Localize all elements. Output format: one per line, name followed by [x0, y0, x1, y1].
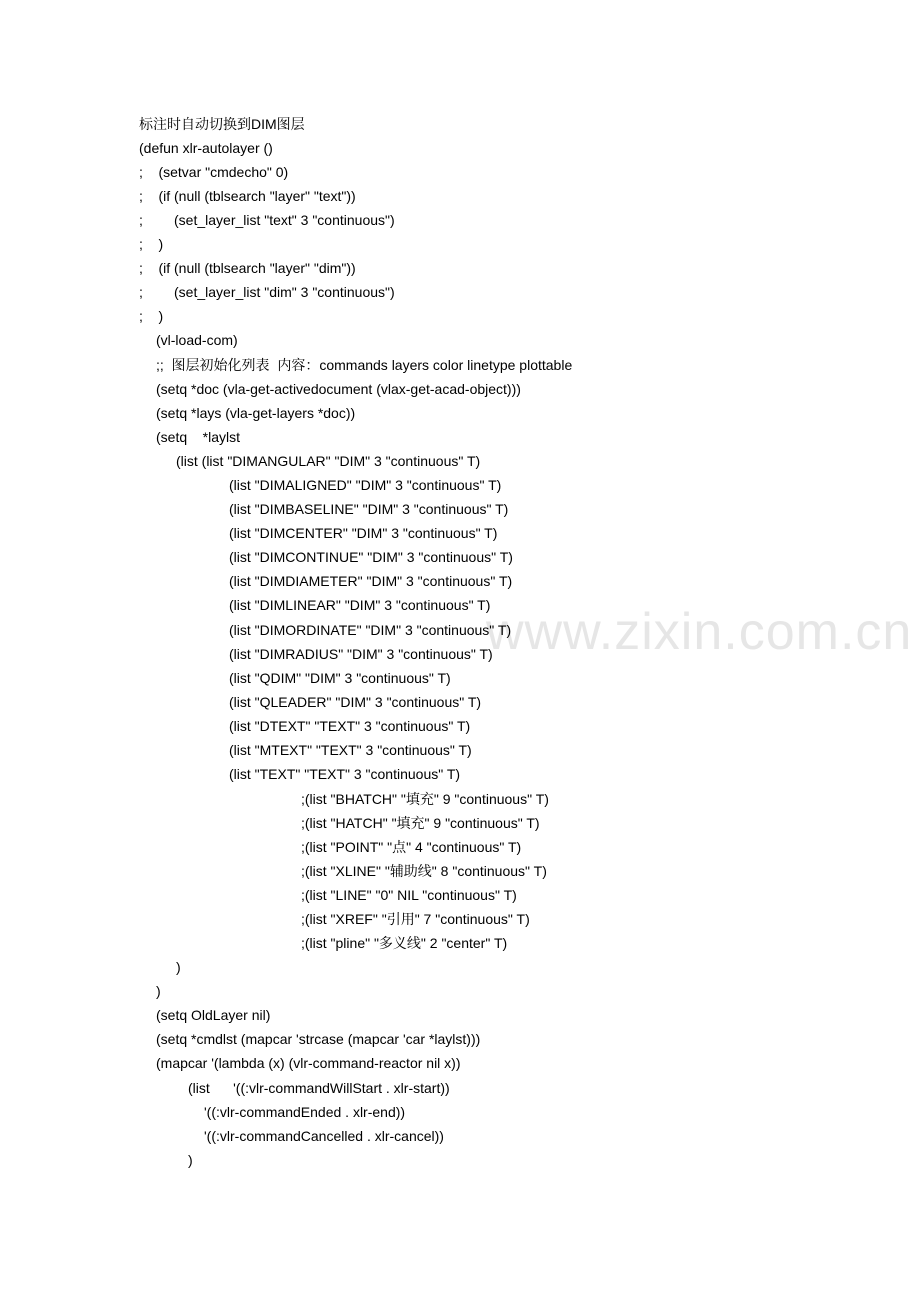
code-line: (list (list "DIMANGULAR" "DIM" 3 "continuous" T): [176, 453, 481, 469]
code-line: (vl-load-com): [156, 332, 238, 348]
code-line: (defun xlr-autolayer (): [139, 140, 273, 156]
code-line: (setq *lays (vla-get-layers *doc)): [156, 405, 356, 421]
code-line: (list "QDIM" "DIM" 3 "continuous" T): [229, 670, 451, 686]
code-line: (list "DIMORDINATE" "DIM" 3 "continuous" T): [229, 622, 512, 638]
code-line: ; (setvar "cmdecho" 0): [139, 164, 289, 180]
code-line: ): [188, 1152, 193, 1168]
code-line: ; ): [139, 236, 164, 252]
code-line: (list "QLEADER" "DIM" 3 "continuous" T): [229, 694, 482, 710]
code-line: ): [156, 983, 161, 999]
code-line: (list "DIMRADIUS" "DIM" 3 "continuous" T): [229, 646, 493, 662]
code-line: ; (if (null (tblsearch "layer" "dim")): [139, 260, 356, 276]
code-comment: ;(list "XREF" "引用" 7 "continuous" T): [301, 911, 530, 927]
code-line: (list "DTEXT" "TEXT" 3 "continuous" T): [229, 718, 471, 734]
code-line: ; ): [139, 308, 164, 324]
code-comment: ;; 图层初始化列表 内容：commands layers color linetype plottable: [156, 357, 573, 373]
code-line: (setq *laylst: [156, 429, 241, 445]
code-line: (setq *cmdlst (mapcar 'strcase (mapcar 'car *laylst))): [156, 1031, 481, 1047]
code-comment: ;(list "XLINE" "辅助线" 8 "continuous" T): [301, 863, 547, 879]
code-line: ; (set_layer_list "text" 3 "continuous"): [139, 212, 395, 228]
code-line: '((:vlr-commandCancelled . xlr-cancel)): [204, 1128, 444, 1144]
code-comment: ;(list "BHATCH" "填充" 9 "continuous" T): [301, 791, 549, 807]
code-line: (setq OldLayer nil): [156, 1007, 271, 1023]
code-line: (list "DIMBASELINE" "DIM" 3 "continuous" T): [229, 501, 509, 517]
code-line: (mapcar '(lambda (x) (vlr-command-reactor nil x)): [156, 1055, 461, 1071]
code-line: (list '((:vlr-commandWillStart . xlr-start)): [188, 1080, 450, 1096]
code-line: (list "DIMALIGNED" "DIM" 3 "continuous" T): [229, 477, 502, 493]
code-line: (list "TEXT" "TEXT" 3 "continuous" T): [229, 766, 461, 782]
code-line: (setq *doc (vla-get-activedocument (vlax-get-acad-object))): [156, 381, 521, 397]
code-line: (list "DIMCENTER" "DIM" 3 "continuous" T): [229, 525, 498, 541]
code-comment: ;(list "HATCH" "填充" 9 "continuous" T): [301, 815, 540, 831]
code-comment: ;(list "LINE" "0" NIL "continuous" T): [301, 887, 517, 903]
code-line: (list "DIMCONTINUE" "DIM" 3 "continuous" T): [229, 549, 513, 565]
code-line: ; (set_layer_list "dim" 3 "continuous"): [139, 284, 395, 300]
code-line: ; (if (null (tblsearch "layer" "text")): [139, 188, 356, 204]
code-comment: ;(list "pline" "多义线" 2 "center" T): [301, 935, 508, 951]
doc-title: 标注时自动切换到DIM图层: [139, 116, 305, 132]
code-line: '((:vlr-commandEnded . xlr-end)): [204, 1104, 406, 1120]
code-line: (list "DIMDIAMETER" "DIM" 3 "continuous" T): [229, 573, 513, 589]
code-line: (list "MTEXT" "TEXT" 3 "continuous" T): [229, 742, 472, 758]
code-line: ): [176, 959, 181, 975]
watermark: www.zixin.com.cn: [486, 603, 913, 661]
code-line: (list "DIMLINEAR" "DIM" 3 "continuous" T): [229, 597, 491, 613]
code-comment: ;(list "POINT" "点" 4 "continuous" T): [301, 839, 522, 855]
